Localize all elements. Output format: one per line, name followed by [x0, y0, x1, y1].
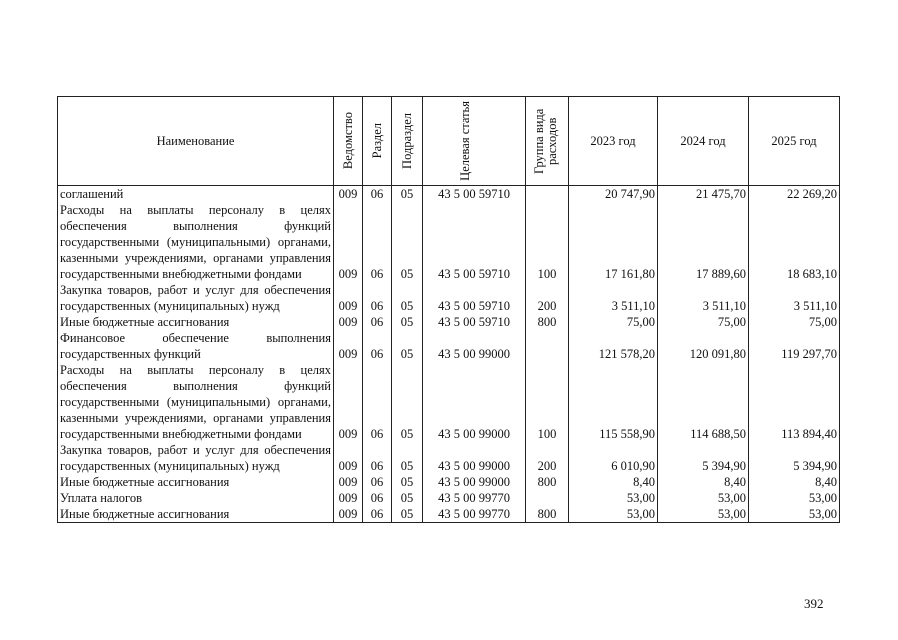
- header-gruppa-vida-rashodov: Группа вида расходов: [526, 97, 569, 186]
- row-gruppa-vida: 800: [526, 314, 569, 330]
- row-gruppa-vida: 200: [526, 442, 569, 474]
- row-vedomstvo: 009: [334, 362, 363, 442]
- row-vedomstvo: 009: [334, 490, 363, 506]
- table-row: [58, 474, 840, 490]
- row-gruppa-vida: 200: [526, 282, 569, 314]
- table-row: [58, 330, 840, 362]
- row-value-2025: 3 511,10: [749, 282, 840, 314]
- table-row: [58, 490, 840, 506]
- header-celevaya-statya: Целевая статья: [423, 97, 526, 186]
- row-value-2023: 115 558,90: [569, 362, 658, 442]
- row-gruppa-vida: 800: [526, 506, 569, 523]
- row-razdel: 06: [363, 490, 392, 506]
- row-razdel: 06: [363, 474, 392, 490]
- row-razdel: 06: [363, 362, 392, 442]
- row-podrazdel: 05: [392, 314, 423, 330]
- table-row: [58, 442, 840, 474]
- row-value-2024: 75,00: [658, 314, 749, 330]
- row-value-2025: 53,00: [749, 490, 840, 506]
- row-value-2025: 18 683,10: [749, 202, 840, 282]
- row-value-2024: 120 091,80: [658, 330, 749, 362]
- row-value-2023: 8,40: [569, 474, 658, 490]
- row-razdel: 06: [363, 506, 392, 523]
- row-value-2023: 53,00: [569, 490, 658, 506]
- row-podrazdel: 05: [392, 506, 423, 523]
- row-gruppa-vida: 100: [526, 202, 569, 282]
- row-vedomstvo: 009: [334, 442, 363, 474]
- table-row: [58, 186, 840, 203]
- header-podrazdel: Подраздел: [392, 97, 423, 186]
- table-header-row: [58, 97, 840, 186]
- row-name: Закупка товаров, работ и услуг для обеспечения государственных (муниципальных) нужд: [58, 282, 334, 314]
- row-razdel: 06: [363, 330, 392, 362]
- row-value-2025: 119 297,70: [749, 330, 840, 362]
- row-value-2023: 53,00: [569, 506, 658, 523]
- row-vedomstvo: 009: [334, 202, 363, 282]
- header-razdel: Раздел: [363, 97, 392, 186]
- table-row: [58, 282, 840, 314]
- row-name: Закупка товаров, работ и услуг для обеспечения государственных (муниципальных) нужд: [58, 442, 334, 474]
- row-podrazdel: 05: [392, 282, 423, 314]
- table-row: [58, 506, 840, 523]
- row-value-2025: 8,40: [749, 474, 840, 490]
- row-razdel: 06: [363, 314, 392, 330]
- row-razdel: 06: [363, 202, 392, 282]
- row-podrazdel: 05: [392, 330, 423, 362]
- table-body: [58, 186, 840, 523]
- row-celevaya-statya: 43 5 00 99770: [423, 506, 526, 523]
- row-name: Иные бюджетные ассигнования: [58, 506, 334, 523]
- row-name: Финансовое обеспечение выполнения государственных функций: [58, 330, 334, 362]
- row-celevaya-statya: 43 5 00 59710: [423, 282, 526, 314]
- row-gruppa-vida: 100: [526, 362, 569, 442]
- row-celevaya-statya: 43 5 00 59710: [423, 314, 526, 330]
- row-value-2023: 17 161,80: [569, 202, 658, 282]
- row-razdel: 06: [363, 186, 392, 203]
- header-vedomstvo: Ведомство: [334, 97, 363, 186]
- row-value-2023: 20 747,90: [569, 186, 658, 203]
- row-value-2023: 3 511,10: [569, 282, 658, 314]
- row-razdel: 06: [363, 442, 392, 474]
- row-celevaya-statya: 43 5 00 99000: [423, 442, 526, 474]
- header-name: Наименование: [58, 97, 334, 186]
- row-value-2024: 5 394,90: [658, 442, 749, 474]
- row-value-2024: 8,40: [658, 474, 749, 490]
- row-gruppa-vida: [526, 490, 569, 506]
- row-value-2025: 113 894,40: [749, 362, 840, 442]
- row-name: соглашений: [58, 186, 334, 203]
- row-value-2025: 22 269,20: [749, 186, 840, 203]
- table-row: [58, 314, 840, 330]
- row-podrazdel: 05: [392, 186, 423, 203]
- row-gruppa-vida: [526, 186, 569, 203]
- row-gruppa-vida: 800: [526, 474, 569, 490]
- row-name: Расходы на выплаты персоналу в целях обеспечения выполнения функций государственными (муниципальными) органами, казенными учреждениями, органами управления государственными внебюджетными фондами: [58, 362, 334, 442]
- row-value-2024: 114 688,50: [658, 362, 749, 442]
- row-celevaya-statya: 43 5 00 59710: [423, 202, 526, 282]
- row-vedomstvo: 009: [334, 314, 363, 330]
- page-number: 392: [804, 596, 824, 611]
- row-value-2024: 17 889,60: [658, 202, 749, 282]
- row-name: Уплата налогов: [58, 490, 334, 506]
- row-vedomstvo: 009: [334, 506, 363, 523]
- row-value-2024: 53,00: [658, 490, 749, 506]
- row-value-2023: 6 010,90: [569, 442, 658, 474]
- row-value-2024: 21 475,70: [658, 186, 749, 203]
- row-vedomstvo: 009: [334, 186, 363, 203]
- budget-table-container: [57, 96, 840, 523]
- table-row: [58, 202, 840, 282]
- header-2024: 2024 год: [658, 97, 749, 186]
- row-value-2023: 121 578,20: [569, 330, 658, 362]
- budget-table: [57, 96, 840, 523]
- row-value-2025: 53,00: [749, 506, 840, 523]
- row-vedomstvo: 009: [334, 474, 363, 490]
- row-value-2024: 53,00: [658, 506, 749, 523]
- row-podrazdel: 05: [392, 362, 423, 442]
- header-2023: 2023 год: [569, 97, 658, 186]
- header-2025: 2025 год: [749, 97, 840, 186]
- row-celevaya-statya: 43 5 00 99000: [423, 330, 526, 362]
- row-podrazdel: 05: [392, 202, 423, 282]
- row-celevaya-statya: 43 5 00 99770: [423, 490, 526, 506]
- row-podrazdel: 05: [392, 490, 423, 506]
- row-vedomstvo: 009: [334, 282, 363, 314]
- row-celevaya-statya: 43 5 00 99000: [423, 362, 526, 442]
- row-value-2025: 75,00: [749, 314, 840, 330]
- row-name: Иные бюджетные ассигнования: [58, 314, 334, 330]
- row-name: Иные бюджетные ассигнования: [58, 474, 334, 490]
- row-gruppa-vida: [526, 330, 569, 362]
- table-row: [58, 362, 840, 442]
- row-podrazdel: 05: [392, 442, 423, 474]
- row-celevaya-statya: 43 5 00 99000: [423, 474, 526, 490]
- row-value-2024: 3 511,10: [658, 282, 749, 314]
- row-podrazdel: 05: [392, 474, 423, 490]
- row-razdel: 06: [363, 282, 392, 314]
- row-value-2025: 5 394,90: [749, 442, 840, 474]
- row-value-2023: 75,00: [569, 314, 658, 330]
- row-name: Расходы на выплаты персоналу в целях обеспечения выполнения функций государственными (муниципальными) органами, казенными учреждениями, органами управления государственными внебюджетными фондами: [58, 202, 334, 282]
- row-celevaya-statya: 43 5 00 59710: [423, 186, 526, 203]
- row-vedomstvo: 009: [334, 330, 363, 362]
